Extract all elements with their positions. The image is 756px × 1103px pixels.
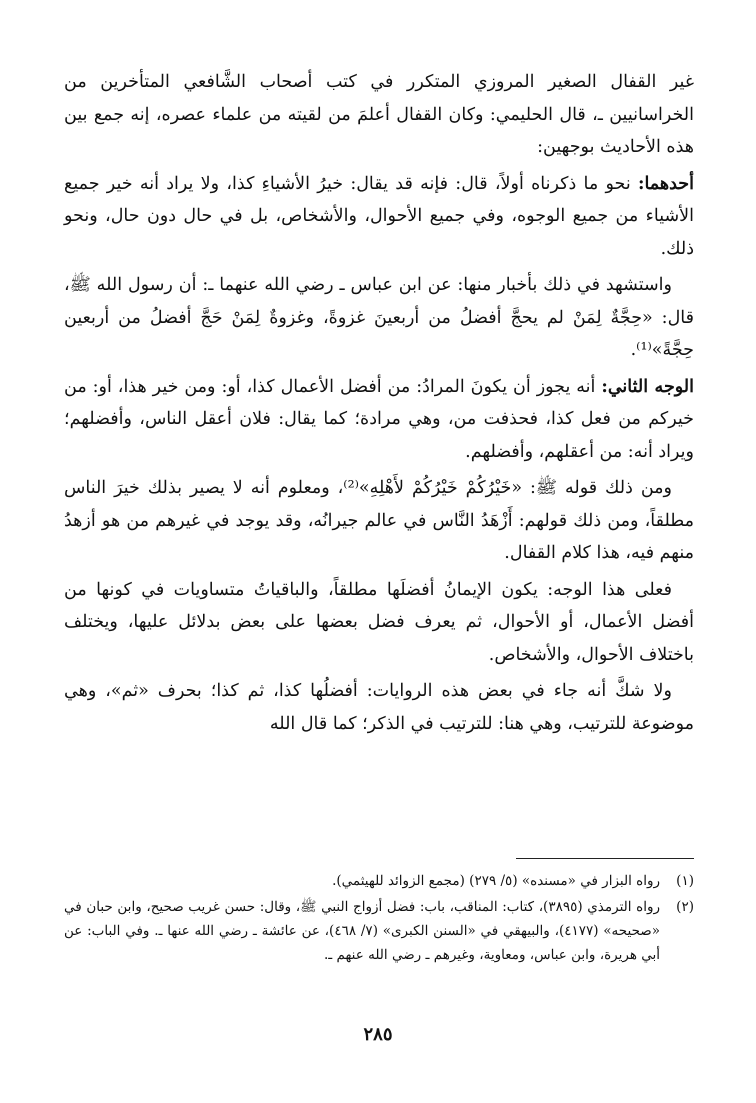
footnote-2 (64, 895, 694, 967)
paragraph-4-text: أنه يجوز أن يكونَ المرادُ: من أفضل الأعمال كذا، أو: ومن خير هذا، أو: من خيركم من فعل كذا، فحذفت من، وهي مرادة؛ كما يقال: فلان أعقل الناس، وأفضلهم؛ ويراد أنه: من أعقلهم، وأفضلهم. (64, 376, 694, 462)
footnote-1-text: رواه البزار في «مسنده» (٥/ ٢٧٩) (مجمع الزوائد للهيثمي). (332, 873, 660, 889)
page-number: ٢٨٥ (363, 1024, 393, 1045)
paragraph-5: ومن ذلك قوله ﷺ: «خَيْرُكُمْ خَيْرُكُمْ لأَهْلِهِ»⁽²⁾، ومعلوم أنه لا يصير بذلك خيرَ الناس مطلقاً، ومن ذلك قولهم: أَزْهَدُ النَّاس في عالم جيرانُه، وقد يوجد في غيرهم من هو أزهدُ منهم فيه، هذا كلام القفال. (64, 478, 694, 563)
footnote-divider (516, 858, 694, 859)
footnotes (64, 858, 694, 969)
paragraph-6: فعلى هذا الوجه: يكون الإيمانُ أفضلَها مطلقاً، والباقياتُ متساويات في كونها من أفضل الأعمال، أو الأحوال، ثم يعرف فضل بعضها على بعض بدلائل عليها، ويختلف باختلاف الأحوال، والأشخاص. (64, 579, 694, 665)
paragraph-4-heading: الوجه الثاني: (601, 376, 694, 397)
paragraph-2 (64, 168, 694, 266)
footnote-1 (64, 869, 694, 893)
paragraph-2-text: نحو ما ذكرناه أولاً، قال: فإنه قد يقال: خيرُ الأشياءِ كذا، ولا يراد أنه خير جميع الأشياء من جميع الوجوه، وفي جميع الأحوال، والأشخاص، بل في حال دون حال، ونحو ذلك. (64, 173, 694, 259)
paragraph-4 (64, 371, 694, 469)
footnote-1-number: (١) (676, 873, 694, 889)
footnote-2-text: رواه الترمذي (٣٨٩٥)، كتاب: المناقب، باب: فضل أزواج النبي ﷺ، وقال: حسن غريب صحيح، وابن حبان في «صحيحه» (٤١٧٧)، والبيهقي في «السنن الكبرى» (٧/ ٤٦٨)، عن عائشة ـ رضي الله عنها ـ. وفي الباب: عن أبي هريرة، وابن عباس، ومعاوية، وغيرهم ـ رضي الله عنهم ـ. (64, 899, 661, 963)
footnote-2-number: (٢) (676, 899, 694, 915)
paragraph-3: واستشهد في ذلك بأخبار منها: عن ابن عباس ـ رضي الله عنهما ـ: أن رسول الله ﷺ، قال: «حِجَّةٌ لِمَنْ لم يحجَّ أفضلُ من أربعينَ غزوةً، وغزوةٌ لِمَنْ حَجَّ أفضلُ من أربعين حِجَّةً»⁽¹⁾. (64, 275, 694, 360)
paragraph-1: غير القفال الصغير المروزي المتكرر في كتب أصحاب الشَّافعي المتأخرين من الخراسانيين ـ، قال الحليمي: وكان القفال أعلمَ من لقيته من علماء عصره، إنه جمع بين هذه الأحاديث بوجهين: (64, 72, 694, 157)
paragraph-2-heading: أحدهما: (637, 173, 694, 194)
main-text (64, 66, 694, 744)
paragraph-7: ولا شكَّ أنه جاء في بعض هذه الروايات: أفضلُها كذا، ثم كذا؛ بحرف «ثم»، وهي موضوعة للترتيب، وهي هنا: للترتيب في الذكر؛ كما قال الله (64, 681, 694, 734)
